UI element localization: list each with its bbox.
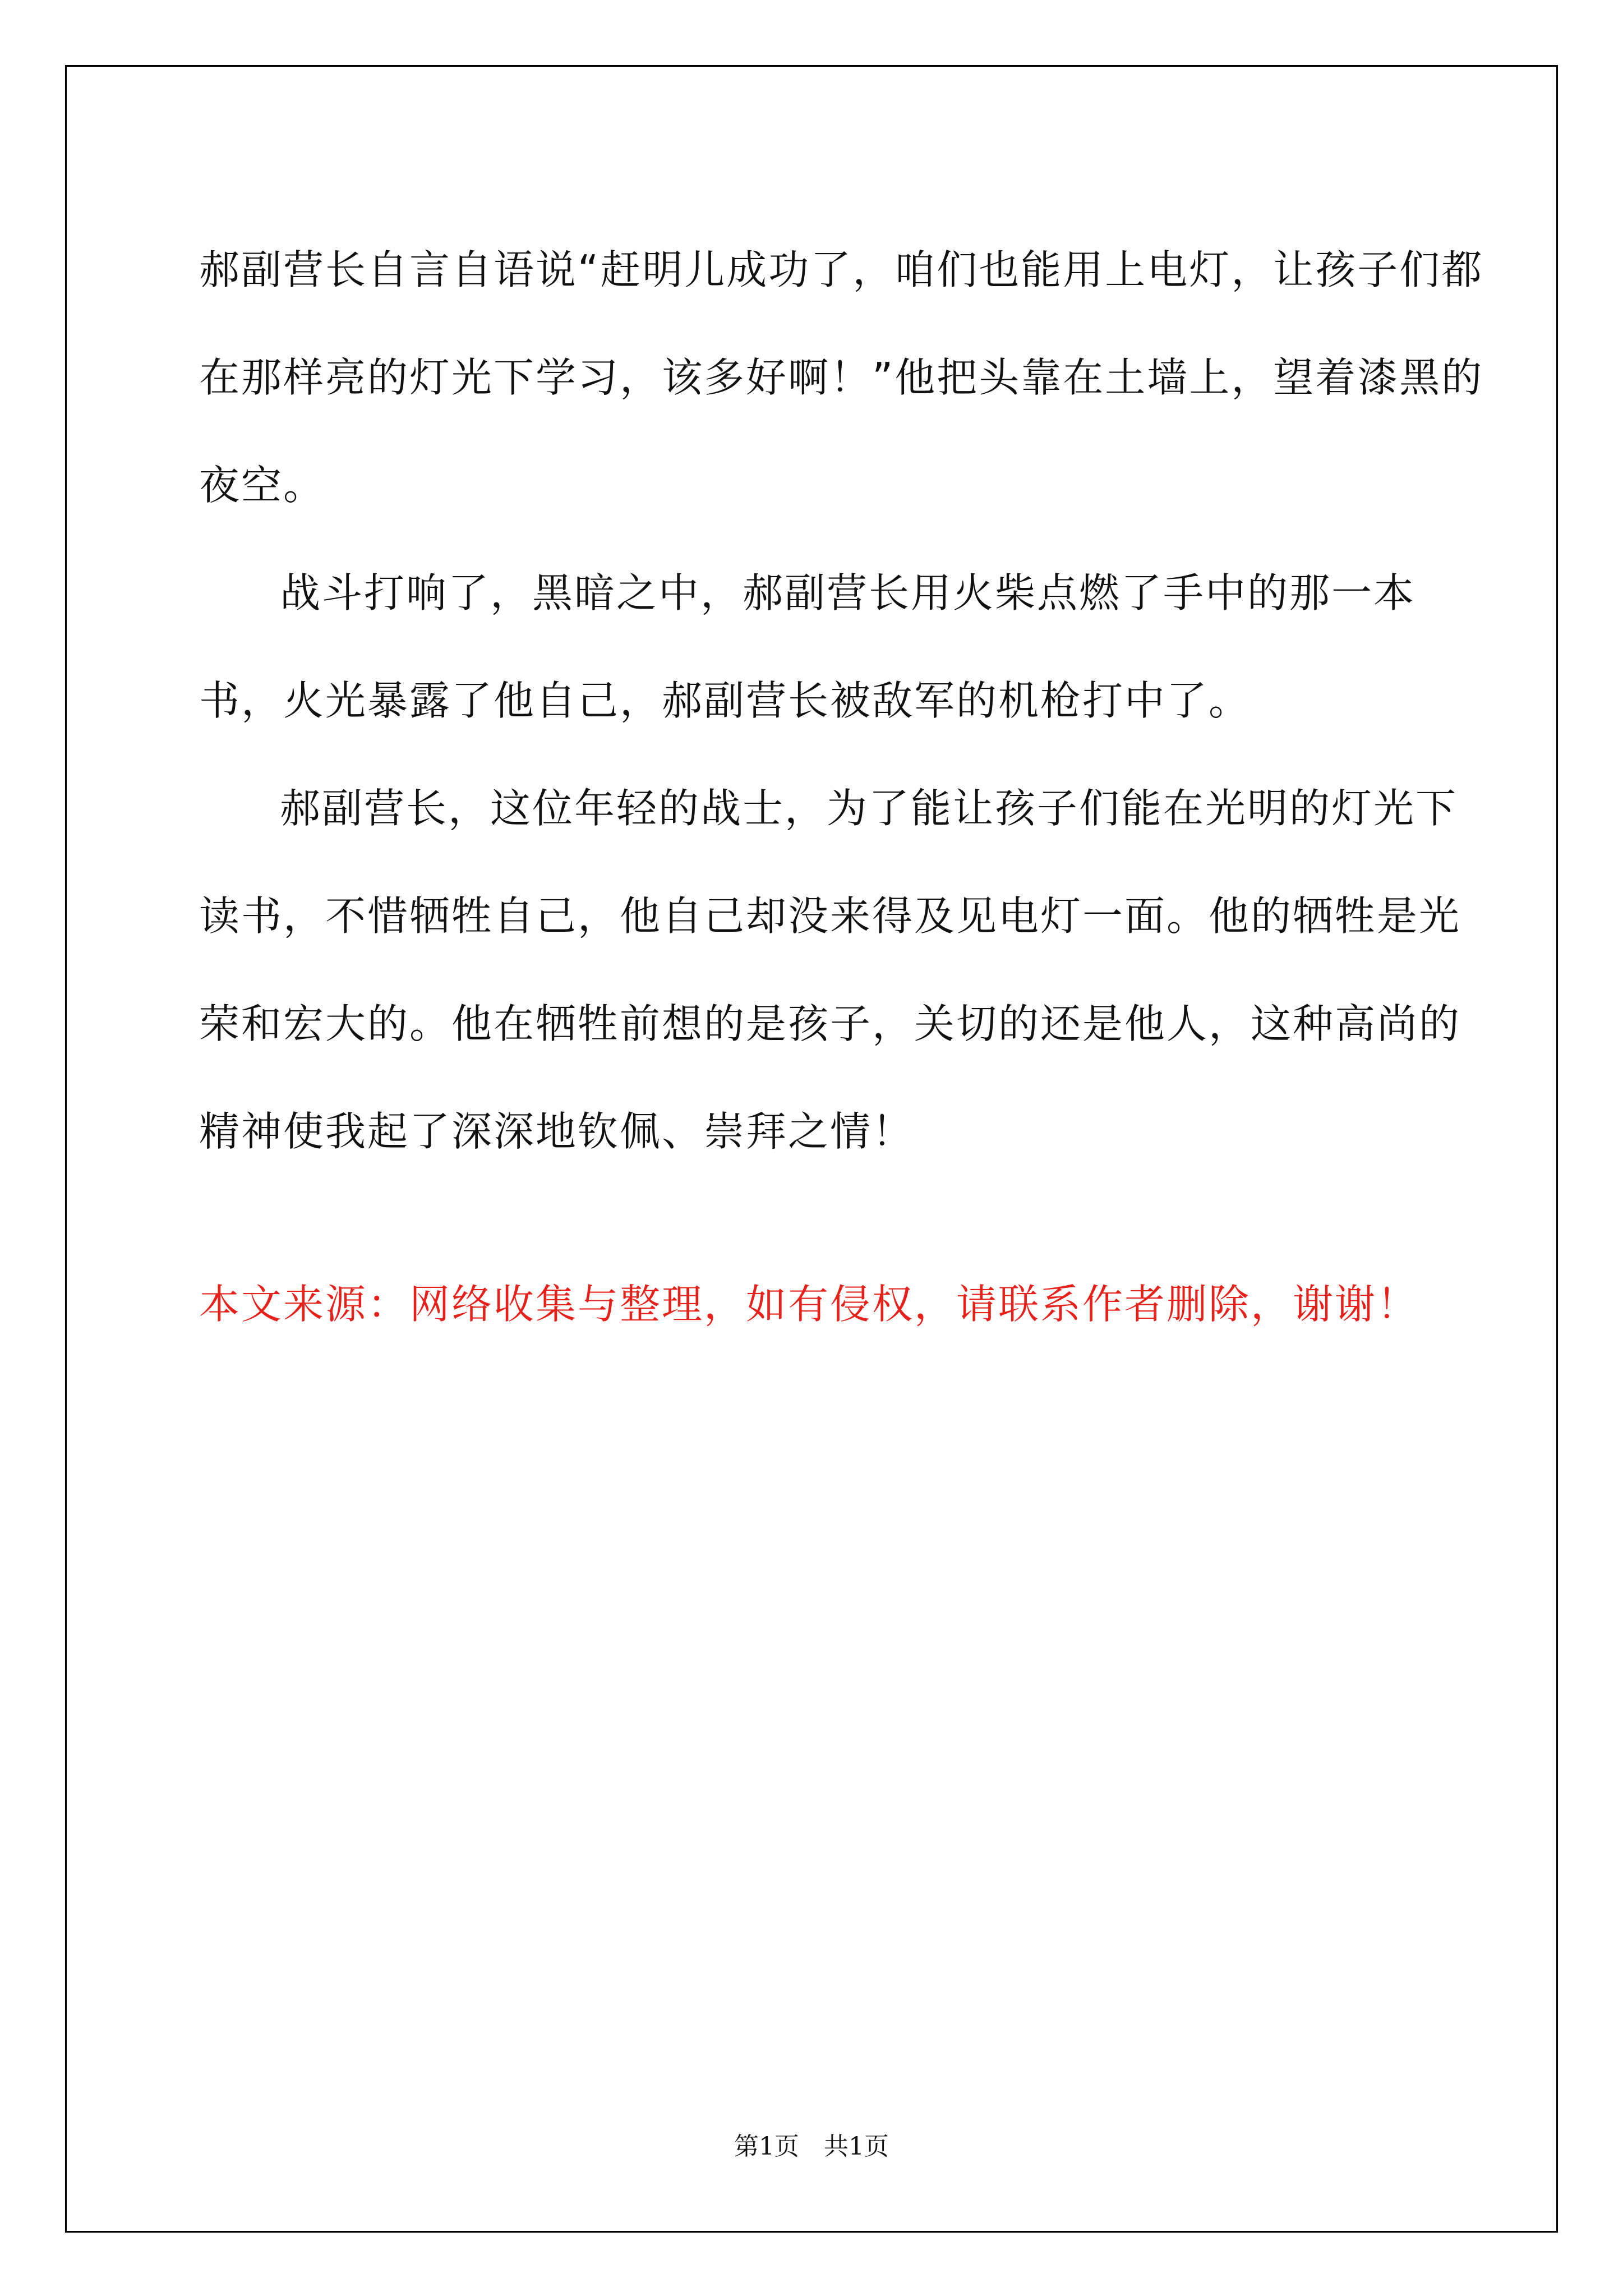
- page-footer: 第1页 共1页: [734, 2132, 889, 2161]
- paragraph-3: 郝副营长，这位年轻的战士，为了能让孩子们能在光明的灯光下读书，不惜牺牲自己，他自己却没来得及见电灯一面。他的牺牲是光荣和宏大的。他在牺牲前想的是孩子，关切的还是他人，这种高尚的精神使我起了深深地钦佩、崇拜之情！: [199, 785, 1461, 1155]
- paragraph-1: 郝副营长自言自语说“赶明儿成功了，咱们也能用上电灯，让孩子们都在那样亮的灯光下学习，该多好啊！”他把头靠在土墙上，望着漆黑的夜空。: [199, 246, 1484, 509]
- paragraph-2: 战斗打响了，黑暗之中，郝副营长用火柴点燃了手中的那一本书，火光暴露了他自己，郝副营长被敌军的机枪打中了。: [199, 569, 1416, 724]
- source-note: 本文来源：网络收集与整理，如有侵权，请联系作者删除，谢谢！: [199, 1281, 1419, 1328]
- document-body: [199, 216, 1489, 1185]
